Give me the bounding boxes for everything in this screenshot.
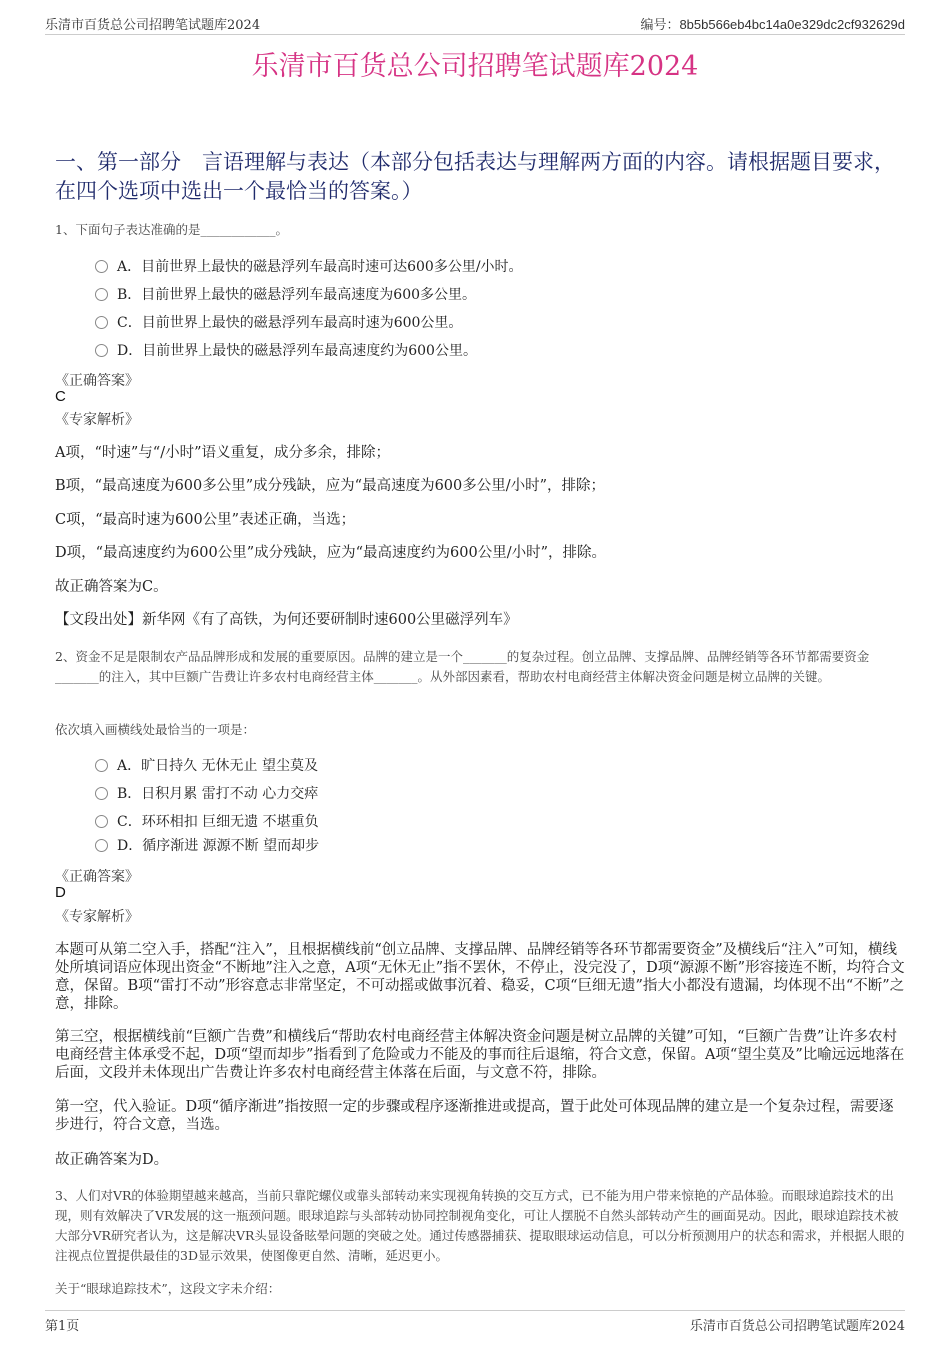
q1-option-a[interactable]: A．目前世界上最快的磁悬浮列车最高时速可达600多公里/小时。 [95,257,523,277]
q1-option-d[interactable]: D．目前世界上最快的磁悬浮列车最高速度约为600公里。 [95,341,477,361]
page-title: 乐清市百货总公司招聘笔试题库2024 [251,51,699,82]
radio-icon[interactable] [95,839,108,852]
page-number: 第1页 [45,1319,80,1334]
q1-analysis-d: D项，“最高速度约为600公里”成分残缺，应为“最高速度约为600公里/小时”，排除。 [55,545,607,561]
q1-analysis-a: A项，“时速”与“/小时”语义重复，成分多余，排除； [55,445,391,461]
q2-conclusion: 故正确答案为D。 [55,1152,169,1168]
q2-option-c[interactable]: C．环环相扣 巨细无遗 不堪重负 [95,812,319,832]
q1-conclusion: 故正确答案为C。 [55,579,168,595]
q2-option-a[interactable]: A．旷日持久 无休无止 望尘莫及 [95,756,318,776]
radio-icon[interactable] [95,344,108,357]
q2-analysis-para-3: 第一空，代入验证。D项“循序渐进”指按照一定的步骤或程序逐渐推进或提高，置于此处可体现品牌的建立是一个复杂过程，需要逐步进行，符合文意，当选。 [55,1099,894,1133]
header-doc-id: 编号：8b5b566eb4bc14a0e329dc2cf932629d [640,17,905,32]
radio-icon[interactable] [95,260,108,273]
q2-analysis-para-2: 第三空，根据横线前“巨额广告费”和横线后“帮助农村电商经营主体解决资金问题是树立品牌的关键”可知，“巨额广告费”让许多农村电商经营主体承受不起，D项“望而却步”指看到了危险或力不能及的事而往后退缩，符合文意，保留。A项“望尘莫及”比喻远远地落在后面，文段并未体现出广告费让许多农村电商经营主体落在后面，与文意不符，排除。 [55,1029,905,1081]
q1-analysis-label: 《专家解析》 [55,412,139,428]
q2-analysis-para-1: 本题可从第二空入手，搭配“注入”，且根据横线前“创立品牌、支撑品牌、品牌经销等各环节都需要资金”及横线后“注入”可知，横线处所填词语应体现出资金“不断地”注入之意，A项“无休无止”指不罢休，不停止，没完没了，D项“源源不断”形容接连不断，均符合文意，保留。B项“雷打不动”形容意志非常坚定，不可动摇或做事沉着、稳妥，C项“巨细无遗”指大小都没有遗漏，均体现不出“不断”之意，排除。 [55,942,905,1012]
question-2-prompt: 依次填入画横线处最恰当的一项是： [55,722,256,737]
section-heading: 一、第一部分 言语理解与表达（本部分包括表达与理解两方面的内容。请根据题目要求，在四个选项中选出一个最恰当的答案。） [55,150,895,203]
q2-option-b[interactable]: B．日积月累 雷打不动 心力交瘁 [95,784,318,804]
q2-answer-label: 《正确答案》 [55,869,139,885]
q1-answer: C [55,388,66,405]
question-3-stem: 3、人们对VR的体验期望越来越高，当前只靠陀螺仪或靠头部转动来实现视角转换的交互方式，已不能为用户带来惊艳的产品体验。而眼球追踪技术的出现，则有效解决了VR发展的这一瓶颈问题。眼球追踪与头部转动协同控制视角变化，可让人摆脱不自然头部转动产生的画面晃动。因此，眼球追踪技术被大部分VR研究者认为，这是解决VR头显设备眩晕问题的突破之处。通过传感器捕获、提取眼球运动信息，可以分析预测用户的状态和需求，并根据人眼的注视点位置提供最佳的3D显示效果，使图像更自然、清晰，延迟更小。 [55,1188,905,1263]
q1-option-b[interactable]: B．目前世界上最快的磁悬浮列车最高速度为600多公里。 [95,285,476,305]
radio-icon[interactable] [95,815,108,828]
q2-analysis-label: 《专家解析》 [55,909,139,925]
q2-answer: D [55,884,66,901]
question-3-prompt: 关于“眼球追踪技术”，这段文字未介绍： [55,1281,281,1296]
q1-source: 【文段出处】新华网《有了高铁，为何还要研制时速600公里磁浮列车》 [55,612,518,628]
header-doc-title: 乐清市百货总公司招聘笔试题库2024 [45,18,261,33]
radio-icon[interactable] [95,787,108,800]
question-1-stem: 1、下面句子表达准确的是____________。 [55,222,288,237]
q2-option-d[interactable]: D．循序渐进 源源不断 望而却步 [95,836,319,856]
q1-analysis-b: B项，“最高速度为600多公里”成分残缺，应为“最高速度为600多公里/小时”，排除； [55,478,606,494]
page-footer [45,1310,905,1333]
q1-answer-label: 《正确答案》 [55,373,139,389]
q1-analysis-c: C项，“最高时速为600公里”表述正确，当选； [55,512,356,528]
page-header [45,14,905,35]
radio-icon[interactable] [95,288,108,301]
q1-option-c[interactable]: C．目前世界上最快的磁悬浮列车最高时速为600公里。 [95,313,462,333]
radio-icon[interactable] [95,759,108,772]
radio-icon[interactable] [95,316,108,329]
footer-doc-title: 乐清市百货总公司招聘笔试题库2024 [689,1319,905,1334]
question-2-stem: 2、资金不足是限制农产品品牌形成和发展的重要原因。品牌的建立是一个_______的复杂过程。创立品牌、支撑品牌、品牌经销等各环节都需要资金_______的注入，其中巨额广告费让许多农村电商经营主体_______。从外部因素看，帮助农村电商经营主体解决资金问题是树立品牌的关键。 [55,649,870,684]
